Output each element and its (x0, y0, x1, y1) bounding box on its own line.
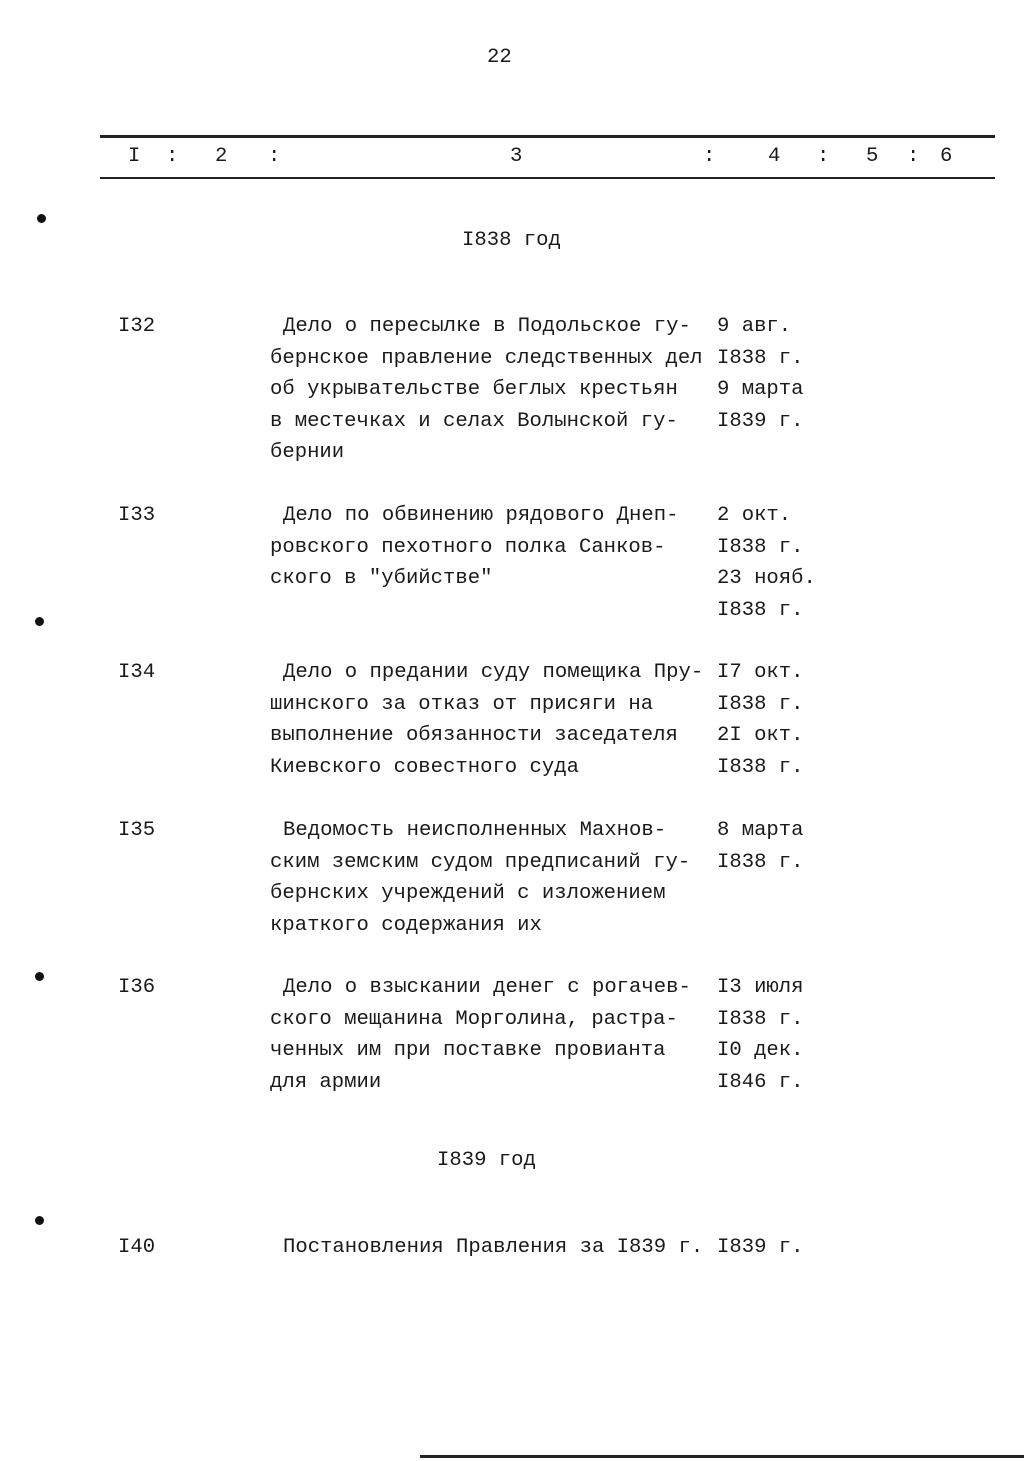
entry-date: I838 г. (717, 598, 804, 622)
entry-description: шинского за отказ от присяги на (270, 692, 654, 716)
entry-description: Киевского совестного суда (270, 755, 579, 779)
entry-line (0, 410, 1024, 442)
column-separator: : (907, 145, 920, 168)
entry-line (0, 1236, 1024, 1268)
entry-description: в местечках и селах Волынской гу- (270, 409, 678, 433)
entry-line (0, 441, 1024, 473)
entry-number: I34 (118, 661, 156, 684)
entry-description: бернских учреждений с изложением (270, 882, 666, 905)
entry-description: ским земским судом предписаний гу- (270, 850, 691, 874)
entry-date: 9 марта (717, 378, 804, 401)
entry-line (0, 536, 1024, 568)
entry-line (0, 851, 1024, 883)
entry-date: I838 г. (717, 346, 804, 370)
inventory-entry (0, 504, 1024, 630)
page-number: 22 (487, 46, 512, 69)
entry-description: Дело о взыскании денег с рогачев- (283, 976, 691, 999)
entry-date: 2 окт. (717, 504, 792, 527)
entry-date: 23 нояб. (717, 567, 816, 590)
entry-description: краткого содержания их (270, 913, 542, 937)
entry-description: об укрывательстве беглых крестьян (270, 378, 678, 401)
entry-description: Дело о предании суду помещика Пру- (283, 661, 704, 684)
inventory-entry (0, 661, 1024, 787)
entry-date: I3 июля (717, 976, 804, 999)
entry-date: 2I окт. (717, 724, 804, 747)
entry-line (0, 378, 1024, 410)
entry-date: I838 г. (717, 850, 804, 874)
binding-hole-mark (35, 1216, 44, 1225)
entry-line (0, 724, 1024, 756)
entry-description: выполнение обязанности заседателя (270, 724, 678, 747)
year-heading: I839 год (437, 1149, 536, 1172)
entry-line (0, 914, 1024, 946)
column-header-6: 6 (940, 145, 953, 168)
entry-number: I35 (118, 819, 156, 842)
entry-line (0, 315, 1024, 347)
entry-description: Дело по обвинению рядового Днеп- (283, 504, 679, 527)
entry-number: I40 (118, 1236, 156, 1259)
entry-line (0, 661, 1024, 693)
column-separator: : (703, 145, 716, 168)
entry-date: 9 авг. (717, 315, 792, 338)
column-header-4: 4 (768, 145, 781, 168)
column-header-1: I (128, 145, 141, 168)
entry-number: I36 (118, 976, 156, 999)
entry-description: ского мещанина Морголина, растра- (270, 1007, 678, 1031)
entry-date: I0 дек. (717, 1039, 804, 1062)
entry-line (0, 504, 1024, 536)
entry-date: I838 г. (717, 755, 804, 779)
entry-line (0, 693, 1024, 725)
inventory-entry (0, 315, 1024, 473)
entry-line (0, 599, 1024, 631)
entry-date: I7 окт. (717, 661, 804, 684)
header-top-rule (100, 135, 995, 138)
entry-date: 8 марта (717, 819, 804, 842)
inventory-entry (0, 976, 1024, 1102)
entry-line (0, 567, 1024, 599)
column-separator: : (268, 145, 281, 168)
column-header-2: 2 (215, 145, 228, 168)
entry-description: для армии (270, 1070, 382, 1094)
entry-line (0, 756, 1024, 788)
entry-description: Постановления Правления за I839 г. (283, 1236, 704, 1259)
entry-description: бернии (270, 441, 345, 464)
entry-description: бернское правление следственных дел (270, 346, 703, 370)
entry-description: ченных им при поставке провианта (270, 1039, 666, 1062)
entry-date: I839 г. (717, 409, 804, 433)
entry-line (0, 882, 1024, 914)
entry-line (0, 1071, 1024, 1103)
inventory-entry (0, 819, 1024, 945)
entry-date: I838 г. (717, 1007, 804, 1031)
entry-line (0, 1008, 1024, 1040)
entry-number: I32 (118, 315, 156, 338)
entry-description: ского в "убийстве" (270, 567, 493, 590)
column-header-5: 5 (866, 145, 879, 168)
inventory-entry (0, 1236, 1024, 1268)
entry-description: ровского пехотного полка Санков- (270, 535, 666, 559)
entry-line (0, 1039, 1024, 1071)
column-separator: : (166, 145, 179, 168)
entry-line (0, 819, 1024, 851)
entry-line (0, 976, 1024, 1008)
entry-description: Ведомость неисполненных Махнов- (283, 819, 667, 842)
entry-date: I839 г. (717, 1236, 804, 1259)
entry-date: I838 г. (717, 692, 804, 716)
column-header-3: 3 (510, 145, 523, 168)
entry-date: I838 г. (717, 535, 804, 559)
binding-hole-mark (35, 617, 44, 626)
page-bottom-edge (420, 1455, 1024, 1458)
column-separator: : (817, 145, 830, 168)
entry-number: I33 (118, 504, 156, 527)
entry-line (0, 347, 1024, 379)
year-heading: I838 год (462, 229, 561, 252)
entry-date: I846 г. (717, 1070, 804, 1094)
binding-hole-mark (35, 972, 44, 981)
header-bottom-rule (100, 177, 995, 179)
entry-description: Дело о пересылке в Подольское гу- (283, 315, 691, 338)
binding-hole-mark (37, 214, 46, 223)
